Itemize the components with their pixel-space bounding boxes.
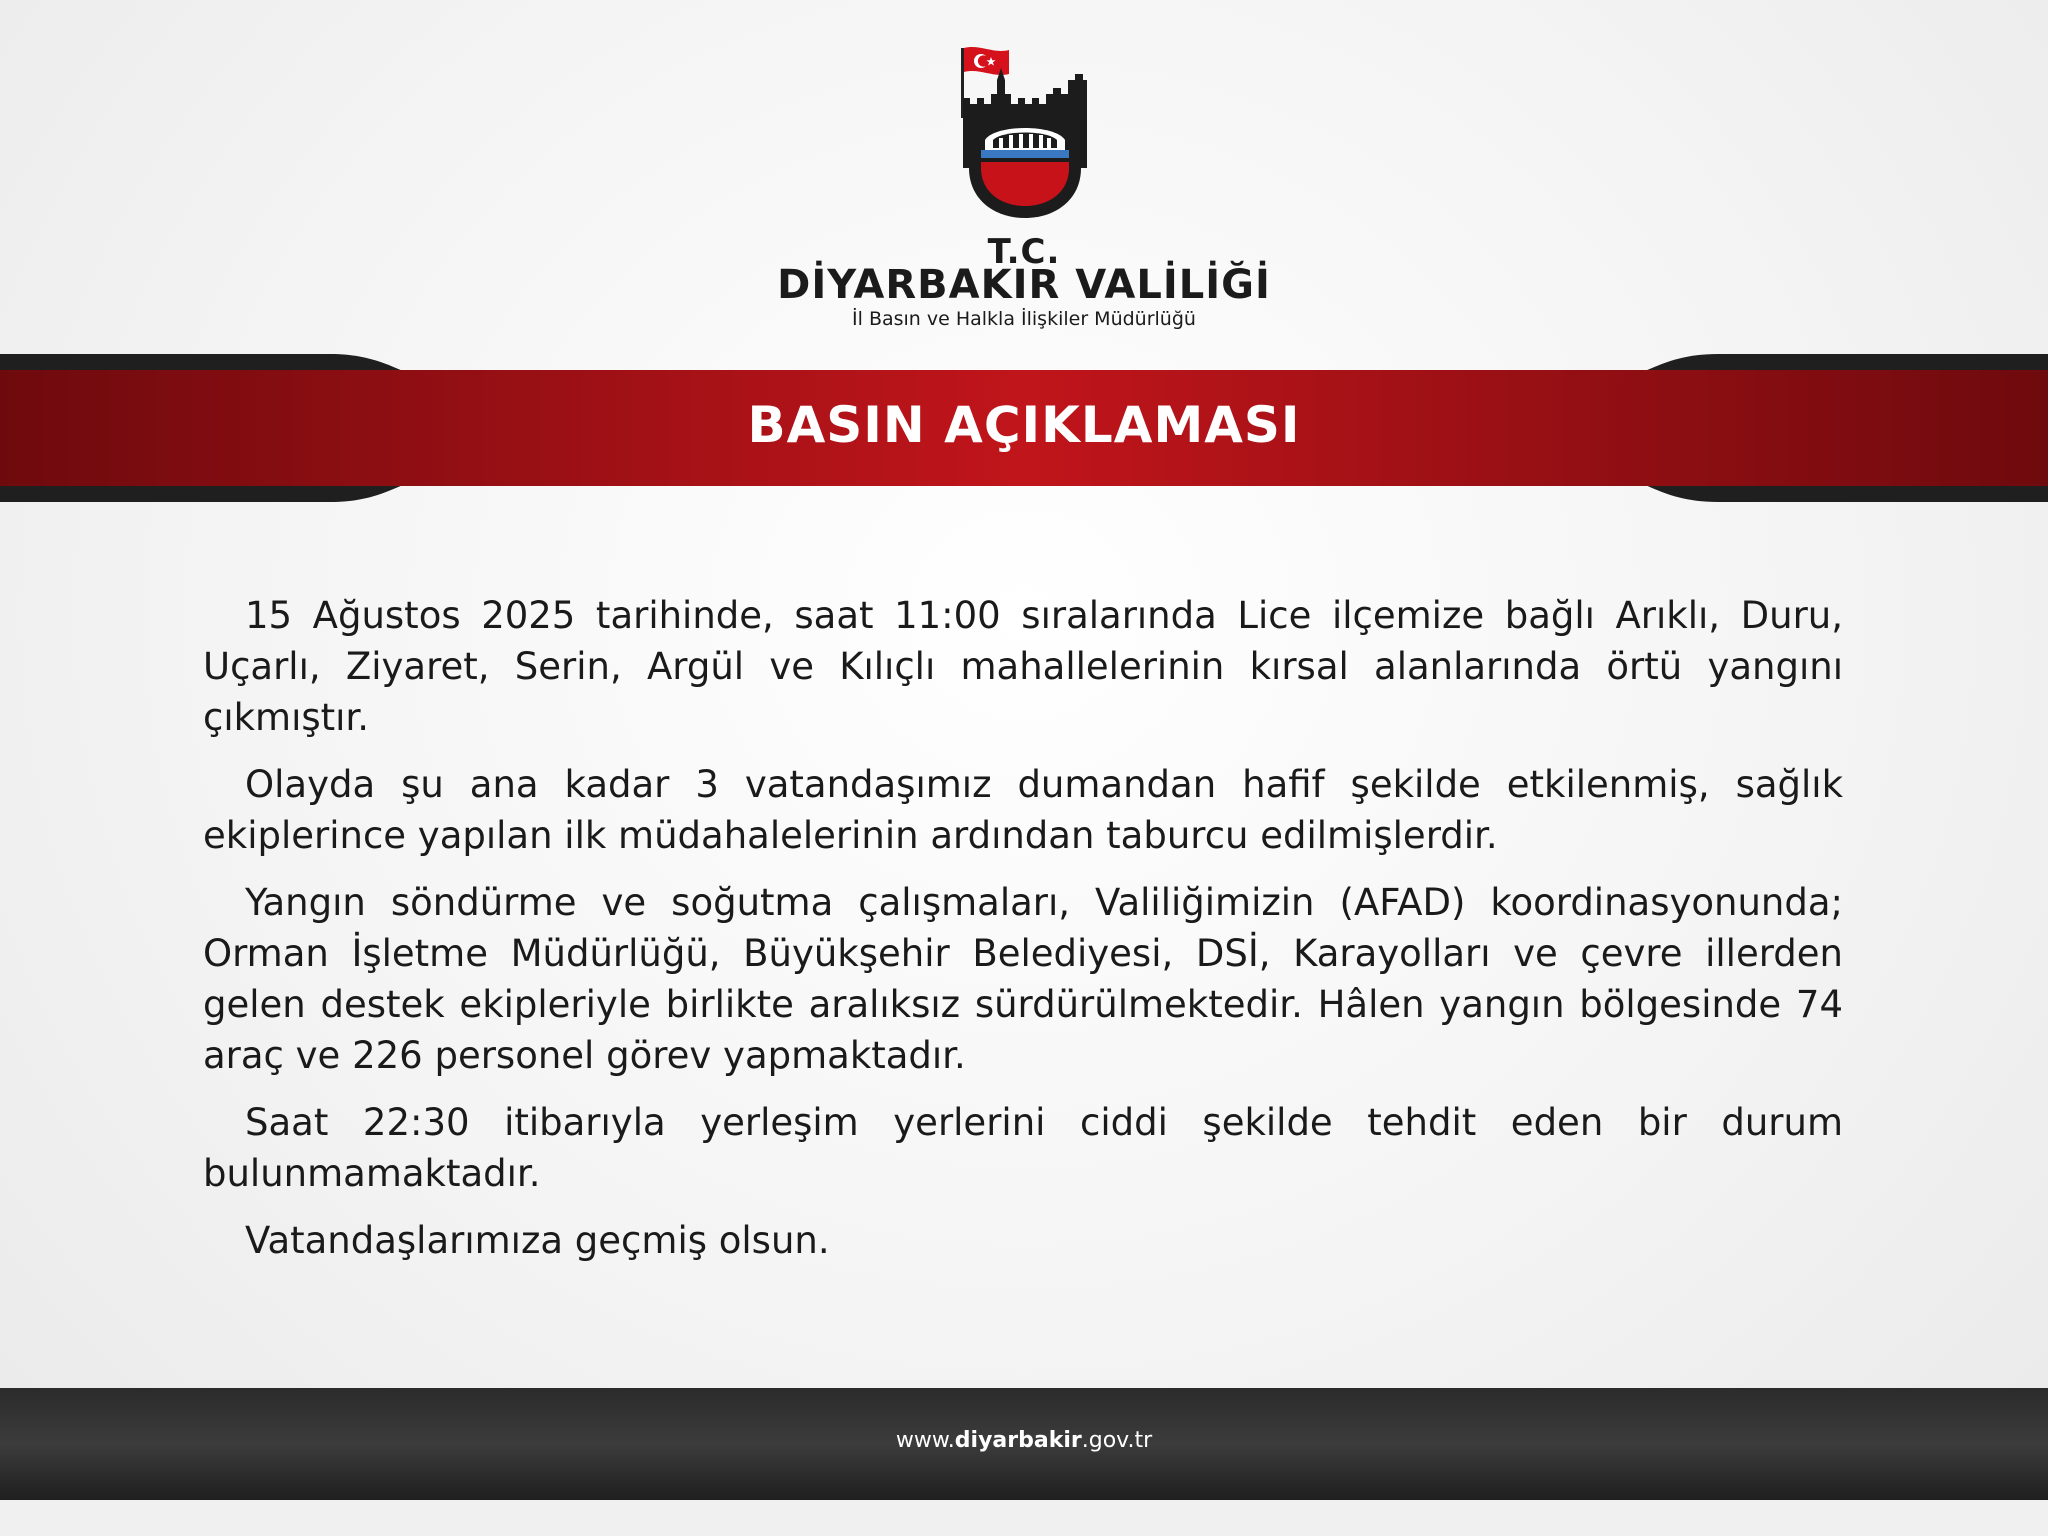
paragraph: Yangın söndürme ve soğutma çalışmaları, Valiliğimizin (AFAD) koordinasyonunda; Orman İşletme Müdürlüğü, Büyükşehir Belediyesi, DSİ, Karayolları ve çevre illerden gelen destek ekipleriyle birlikte aralıksız sürdürülmektedir. Hâlen yangın bölgesinde 74 araç ve 226 personel görev yapmaktadır.	[203, 881, 1843, 1077]
url-prefix: www.	[895, 1428, 955, 1453]
footer-strip	[0, 1500, 2048, 1536]
website-url[interactable]	[0, 1428, 2048, 1453]
banner-title: BASIN AÇIKLAMASI	[747, 396, 1301, 454]
org-tc: T.C.	[987, 232, 1061, 272]
url-suffix: .gov.tr	[1081, 1428, 1153, 1453]
paragraph: Olayda şu ana kadar 3 vatandaşımız dumandan hafif şekilde etkilenmiş, sağlık ekiplerince yapılan ilk müdahalelerinin ardından taburcu edilmişlerdir.	[203, 763, 1843, 857]
press-release-body	[203, 590, 1843, 1282]
org-department: İl Basın ve Halkla İlişkiler Müdürlüğü	[852, 308, 1196, 330]
diyarbakir-valiligi-emblem-icon	[955, 40, 1095, 220]
paragraph: Saat 22:30 itibarıyla yerleşim yerlerini ciddi şekilde tehdit eden bir durum bulunmamaktadır.	[203, 1101, 1843, 1195]
paragraph: Vatandaşlarımıza geçmiş olsun.	[245, 1219, 830, 1262]
url-domain: diyarbakir	[954, 1428, 1082, 1453]
paragraph: 15 Ağustos 2025 tarihinde, saat 11:00 sıralarında Lice ilçemize bağlı Arıklı, Duru, Uçarlı, Ziyaret, Serin, Argül ve Kılıçlı mahallelerinin kırsal alanlarında örtü yangını çıkmıştır.	[203, 594, 1843, 739]
org-name: DİYARBAKIR VALİLİĞİ	[777, 262, 1271, 308]
